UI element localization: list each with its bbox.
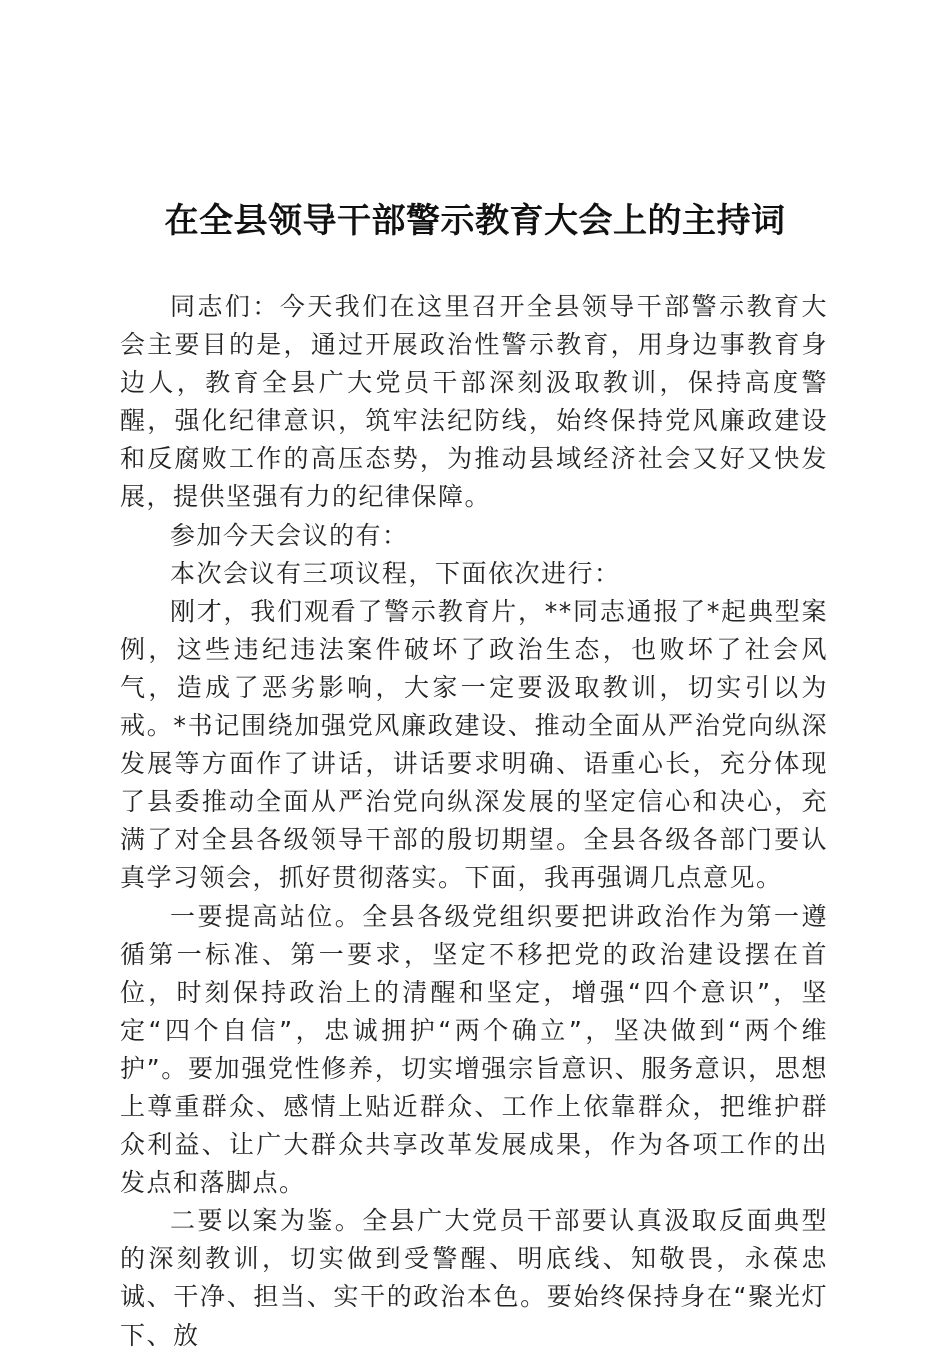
paragraph-point-two: 二要以案为鉴。全县广大党员干部要认真汲取反面典型的深刻教训，切实做到受警醒、明底线、知敬畏，永葆忠诚、干净、担当、实干的政治本色。要始终保持身在“聚光灯下、放	[120, 1206, 828, 1350]
document-body	[120, 288, 828, 1355]
paragraph-point-one: 一要提高站位。全县各级党组织要把讲政治作为第一遵循第一标准、第一要求，坚定不移把党的政治建设摆在首位，时刻保持政治上的清醒和坚定，增强“四个意识”，坚定“四个自信”，忠诚拥护“两个确立”，坚决做到“两个维护”。要加强党性修养，切实增强宗旨意识、服务意识，思想上尊重群众、感情上贴近群众、工作上依靠群众，把维护群众利益、让广大群众共享改革发展成果，作为各项工作的出发点和落脚点。	[120, 901, 828, 1198]
paragraph-attendees: 参加今天会议的有：	[170, 520, 409, 550]
paragraph-opening: 同志们：今天我们在这里召开全县领导干部警示教育大会主要目的是，通过开展政治性警示教育，用身边事教育身边人，教育全县广大党员干部深刻汲取教训，保持高度警醒，强化纪律意识，筑牢法纪防线，始终保持党风廉政建设和反腐败工作的高压态势，为推动县域经济社会又好又快发展，提供坚强有力的纪律保障。	[120, 292, 828, 512]
paragraph-agenda: 本次会议有三项议程，下面依次进行：	[170, 558, 621, 588]
document-title: 在全县领导干部警示教育大会上的主持词	[164, 201, 786, 241]
paragraph-summary: 刚才，我们观看了警示教育片，**同志通报了*起典型案例，这些违纪违法案件破坏了政治生态，也败坏了社会风气，造成了恶劣影响，大家一定要汲取教训，切实引以为戒。*书记围绕加强党风廉政建设、推动全面从严治党向纵深发展等方面作了讲话，讲话要求明确、语重心长，充分体现了县委推动全面从严治党向纵深发展的坚定信心和决心，充满了对全县各级领导干部的殷切期望。全县各级各部门要认真学习领会，抓好贯彻落实。下面，我再强调几点意见。	[120, 596, 828, 893]
